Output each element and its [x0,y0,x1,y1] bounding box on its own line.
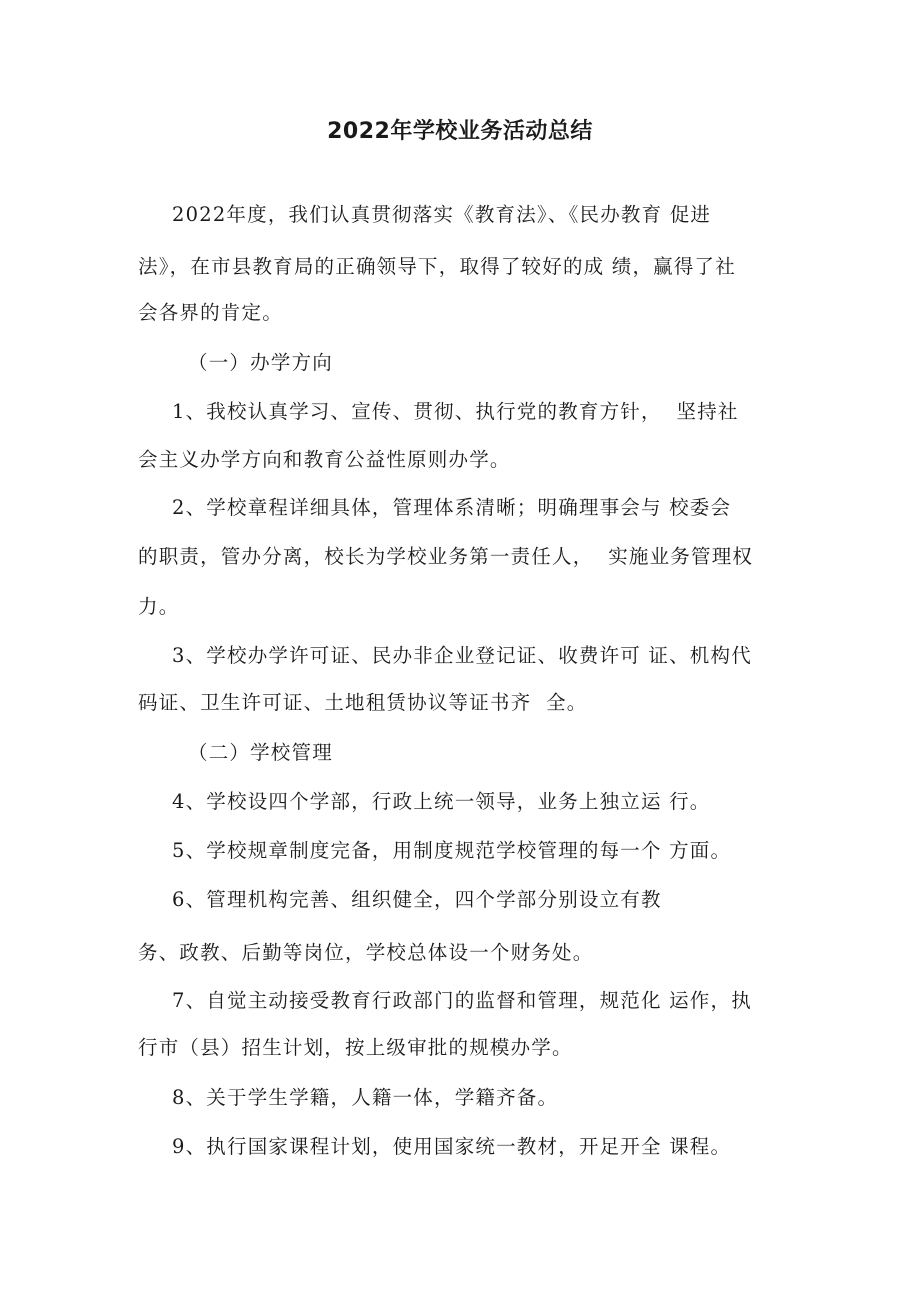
paragraph-line: 码证、卫生许可证、土地租赁协议等证书齐 全。 [138,691,588,714]
paragraph-line: 的职责，管办分离，校长为学校业务第一责任人， 实施业务管理权 [138,545,754,568]
paragraph-line: 会各界的肯定。 [138,301,283,324]
paragraph-line: 6、管理机构完善、组织健全，四个学部分别设立有教 [172,888,662,911]
paragraph-line: 7、自觉主动接受教育行政部门的监督和管理，规范化 运作，执 [172,989,752,1012]
paragraph-line: 法》，在市县教育局的正确领导下，取得了较好的成 绩，赢得了社 [138,255,736,278]
paragraph-line: 力。 [138,595,180,618]
paragraph-line: 5、学校规章制度完备，用制度规范学校管理的每一个 方面。 [172,839,732,862]
paragraph-line: 8、关于学生学籍，人籍一体，学籍齐备。 [172,1086,559,1109]
document-title: 2022年学校业务活动总结 [327,119,593,144]
paragraph-line: 1、我校认真学习、宣传、贯彻、执行党的教育方针， 坚持社 [172,400,739,423]
paragraph-line: 9、执行国家课程计划，使用国家统一教材，开足开全 课程。 [172,1135,732,1158]
paragraph-line: 4、学校设四个学部，行政上统一领导，业务上独立运 行。 [172,790,711,813]
section-heading: （二）学校管理 [188,741,333,764]
paragraph-line: 2、学校章程详细具体，管理体系清晰；明确理事会与 校委会 [172,496,732,519]
paragraph-line: 3、学校办学许可证、民办非企业登记证、收费许可 证、机构代 [172,644,752,667]
paragraph-line: 2022年度，我们认真贯彻落实《教育法》、《民办教育 促进 [172,203,712,226]
paragraph-line: 行市（县）招生计划，按上级审批的规模办学。 [138,1036,573,1059]
paragraph-line: 务、政教、后勤等岗位，学校总体设一个财务处。 [138,941,594,964]
paragraph-line: 会主义办学方向和教育公益性原则办学。 [138,448,511,471]
section-heading: （一）办学方向 [188,351,333,374]
